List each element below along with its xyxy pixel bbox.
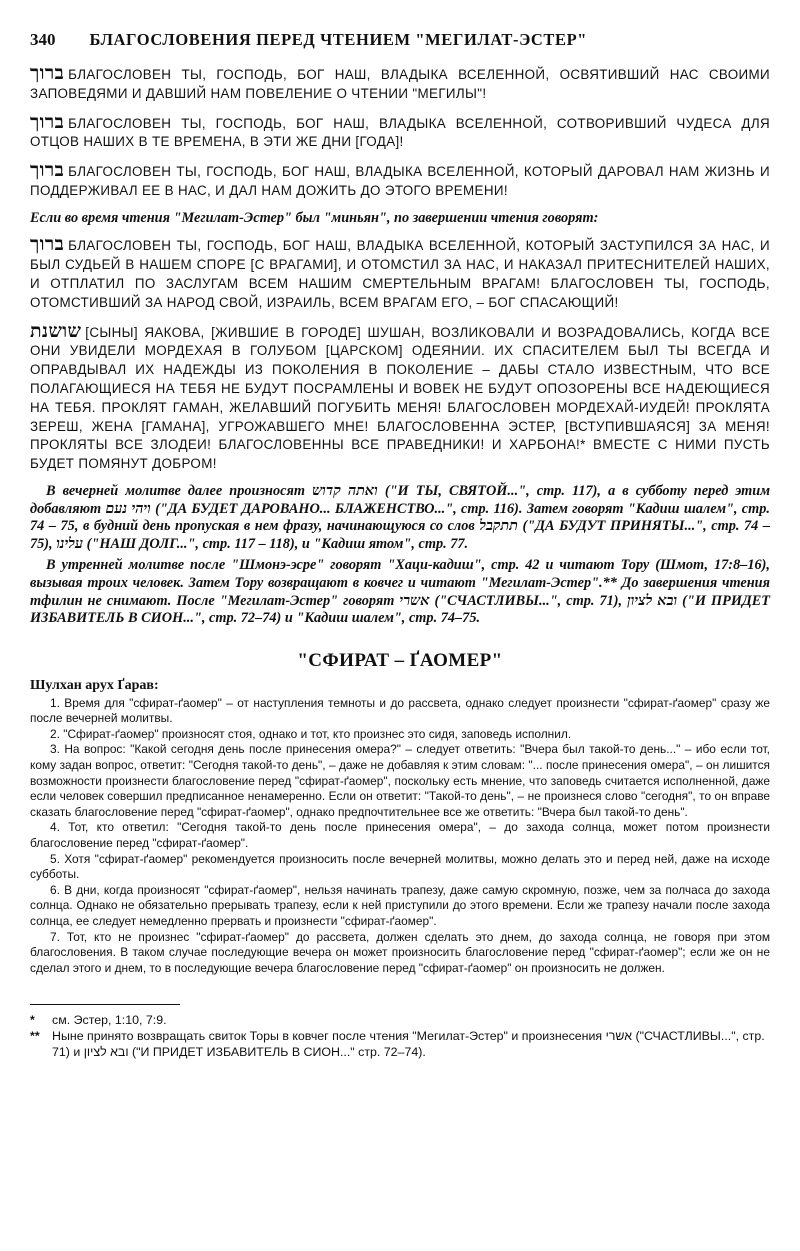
hebrew-word: שושנת [30, 319, 82, 342]
section-title: "СФИРАТ – ҐАОМЕР" [297, 649, 503, 671]
footnote-mark: ** [30, 1029, 40, 1044]
hebrew-word: ברוך [30, 159, 65, 182]
footnote-divider [30, 1004, 180, 1005]
law-paragraph: 1. Время для "сфират-ґаомер" – от наступления темноты и до рассвета, однако следует произнести "сфират-ґаомер" сразу же после вечерней молитвы. [30, 695, 770, 726]
footnote-text: Ныне принято возвращать свиток Торы в ковчег после чтения "Мегилат-Эстер" и произнесения אשרי ("СЧАСТЛИВЫ...", стр. 71) и ובא לציון ("И ПРИДЕТ ИЗБАВИТЕЛЬ В СИОН..." стр. 72–74). [52, 1029, 765, 1059]
blessing-paragraph [30, 64, 770, 104]
law-paragraph: 7. Тот, кто не произнес "сфират-ґаомер" до рассвета, должен сделать это днем, до захода солнца, не говоря при этом благословения. В таком случае последующие вечера он может произносить благословение перед "сфират-ґаомер"; если же он не сделал этого и днем, то в последующие вечера благословение перед "сфират-ґаомер" он произносить не должен. [30, 929, 770, 975]
running-title: БЛАГОСЛОВЕНИЯ ПЕРЕД ЧТЕНИЕМ "МЕГИЛАТ-ЭСТЕР" [89, 30, 588, 49]
footnote [30, 1029, 770, 1061]
blessing-text: БЛАГОСЛОВЕН ТЫ, ГОСПОДЬ, БОГ НАШ, ВЛАДЫКА ВСЕЛЕННОЙ, КОТОРЫЙ ЗАСТУПИЛСЯ ЗА НАС, И БЫЛ СУДЬЕЙ В НАШЕМ СПОРЕ [С ВРАГАМИ], И ОТОМСТИЛ ЗА НАС, И НАКАЗАЛ ПРИТЕСНИТЕЛЕЙ НАШИХ, И ОТПЛАТИЛ ПО ЗАСЛУГАМ ВСЕМ НАШИМ СМЕРТЕЛЬНЫМ ВРАГАМ! БЛАГОСЛОВЕН ТЫ, ГОСПОДЬ, ОТОМСТИВШИЙ ЗА НАРОД СВОЙ, ИЗРАИЛЬ, ВСЕМ ВРАГАМ ЕГО, – БОГ СПАСАЮЩИЙ! [30, 238, 770, 310]
footnote [30, 1013, 770, 1029]
law-paragraph: 3. На вопрос: "Какой сегодня день после принесения омера?" – следует ответить: "Вчера был такой-то день..." – ибо если тот, кому задан вопрос, ответит: "Сегодня такой-то день", – даже не добавляя к этим словам: "... после принесения омера", – он лишится возможности произнести благословение перед "сфират-ґаомер", поскольку есть мнение, что заповедь считается исполненной, даже если человек совершил предписанное ненамеренно. Если он ответит: "Такой-то день", – не произнеся слово "сегодня", то он вправе сказать благословение перед "сфират-ґаомер", однако предпочтительнее все же ответить: "Вчера был такой-то день". [30, 742, 770, 819]
page-number: 340 [30, 30, 56, 49]
minyan-blessing [30, 235, 770, 312]
footnote-mark: * [30, 1013, 35, 1028]
law-paragraph: 6. В дни, когда произносят "сфират-ґаомер", нельзя начинать трапезу, даже самую скромную, позже, чем за полчаса до захода солнца. Однако не обязательно прерывать трапезу, если к ней приступили до этого времени. Если же трапезу начали после захода солнца, ее следует немедленно прервать и произнести "сфират-ґаомер". [30, 882, 770, 928]
hebrew-word: ברוך [30, 233, 65, 256]
blessing-paragraph [30, 110, 770, 153]
hebrew-word: ברוך [30, 110, 65, 133]
law-paragraph: 4. Тот, кто ответил: "Сегодня такой-то день после принесения омера", – до захода солнца, может потом произнести благословение перед "сфират-ґаомер". [30, 820, 770, 851]
shoshanat-text: [СЫНЫ] ЯАКОВА, [ЖИВШИЕ В ГОРОДЕ] ШУШАН, ВОЗЛИКОВАЛИ И ВОЗРАДОВАЛИСЬ, КОГДА ВСЕ ОНИ УВИДЕЛИ МОРДЕХАЯ В ГОЛУБОМ [ЦАРСКОМ] ОДЕЯНИИ. ИХ СПАСИТЕЛЕМ БЫЛ ТЫ ВСЕГДА И ОПРАВДЫВАЛ ИХ НАДЕЖДЫ ИЗ ПОКОЛЕНИЯ В ПОКОЛЕНИЕ – ДАБЫ СТАЛО ИЗВЕСТНЫМ, ЧТО ВСЕ ПОЛАГАЮЩИЕСЯ НА ТЕБЯ НЕ БУДУТ ПОСРАМЛЕНЫ И ВОВЕК НЕ БУДУТ ОПОЗОРЕНЫ ВСЕ НАДЕЮЩИЕСЯ НА ТЕБЯ. ПРОКЛЯТ ГАМАН, ЖЕЛАВШИЙ ПОГУБИТЬ МЕНЯ! БЛАГОСЛОВЕН МОРДЕХАЙ-ИУДЕЙ! ПРОКЛЯТА ЗЕРЕШ, ЖЕНА [ГАМАНА], УГРОЖАВШЕГО МНЕ! БЛАГОСЛОВЕННА ЭСТЕР, [ВСТУПИВШАЯСЯ] ЗА МЕНЯ! ПРОКЛЯТЫ ВСЕ ЗЛОДЕИ! БЛАГОСЛОВЕННЫ ВСЕ ПРАВЕДНИКИ! И ХАРБОНА!* ВМЕСТЕ С НИМИ ПУСТЬ БУДЕТ ПОМЯНУТ ДОБРОМ! [30, 324, 770, 472]
law-paragraph: 5. Хотя "сфират-ґаомер" рекомендуется произносить после вечерней молитвы, можно делать это и перед ней, даже на исходе субботы. [30, 851, 770, 882]
page-header [30, 30, 770, 50]
hebrew-word: ברוך [30, 62, 65, 84]
blessing-paragraph [30, 161, 770, 201]
blessing-text: БЛАГОСЛОВЕН ТЫ, ГОСПОДЬ, БОГ НАШ, ВЛАДЫКА ВСЕЛЕННОЙ, СОТВОРИВШИЙ ЧУДЕСА ДЛЯ ОТЦОВ НАШИХ В ТЕ ВРЕМЕНА, В ЭТИ ЖЕ ДНИ [ГОДА]! [30, 115, 770, 150]
footnote-text: см. Эстер, 1:10, 7:9. [52, 1013, 167, 1028]
blessing-text: БЛАГОСЛОВЕН ТЫ, ГОСПОДЬ, БОГ НАШ, ВЛАДЫКА ВСЕЛЕННОЙ, ОСВЯТИВШИЙ НАС СВОИМИ ЗАПОВЕДЯМИ И ДАВШИЙ НАМ ПОВЕЛЕНИЕ О ЧТЕНИИ "МЕГИЛЫ"! [30, 67, 770, 101]
blessing-text: БЛАГОСЛОВЕН ТЫ, ГОСПОДЬ, БОГ НАШ, ВЛАДЫКА ВСЕЛЕННОЙ, КОТОРЫЙ ДАРОВАЛ НАМ ЖИЗНЬ И ПОДДЕРЖИВАЛ ЕЕ В НАС, И ДАЛ НАМ ДОЖИТЬ ДО ЭТОГО ВРЕМЕНИ! [30, 164, 770, 198]
minyan-instruction: Если во время чтения "Мегилат-Эстер" был "миньян", по завершении чтения говорят: [30, 209, 599, 226]
law-paragraph: 2. "Сфират-ґаомер" произносят стоя, однако и тот, кто произнес это сидя, заповедь исполнил. [50, 726, 572, 741]
shoshanat-paragraph [30, 319, 770, 474]
sub-heading: Шулхан арух Ґарав: [30, 677, 159, 693]
morning-instruction: В утренней молитве после "Шмонэ-эсре" говорят "Хаци-кадиш", стр. 42 и читают Тору (Шмот, 17:8–16), вызывая троих человек. Затем Тору возвращают в ковчег и читают "Мегилат-Эстер".** До завершения чтения тфилин не снимают. После "Мегилат-Эстер" говорят אשרי ("СЧАСТЛИВЫ...", стр. 71), ובא לציון ("И ПРИДЕТ ИЗБАВИТЕЛЬ В СИОН...", стр. 72–74) и "Кадиш шалем", стр. 74–75. [30, 557, 770, 627]
evening-instruction: В вечерней молитве далее произносят ואתה קדוש ("И ТЫ, СВЯТОЙ...", стр. 117), а в субботу перед этим добавляют ויהי נעם ("ДА БУДЕТ ДАРОВАНО... БЛАЖЕНСТВО...", стр. 116). Затем говорят "Кадиш шалем", стр. 74 – 75, в будний день пропуская в нем фразу, начинающуюся со слов תתקבל ("ДА БУДУТ ПРИНЯТЫ...", стр. 74 – 75), עלינו ("НАШ ДОЛГ...", стр. 117 – 118), и "Кадиш ятом", стр. 77. [30, 482, 770, 552]
